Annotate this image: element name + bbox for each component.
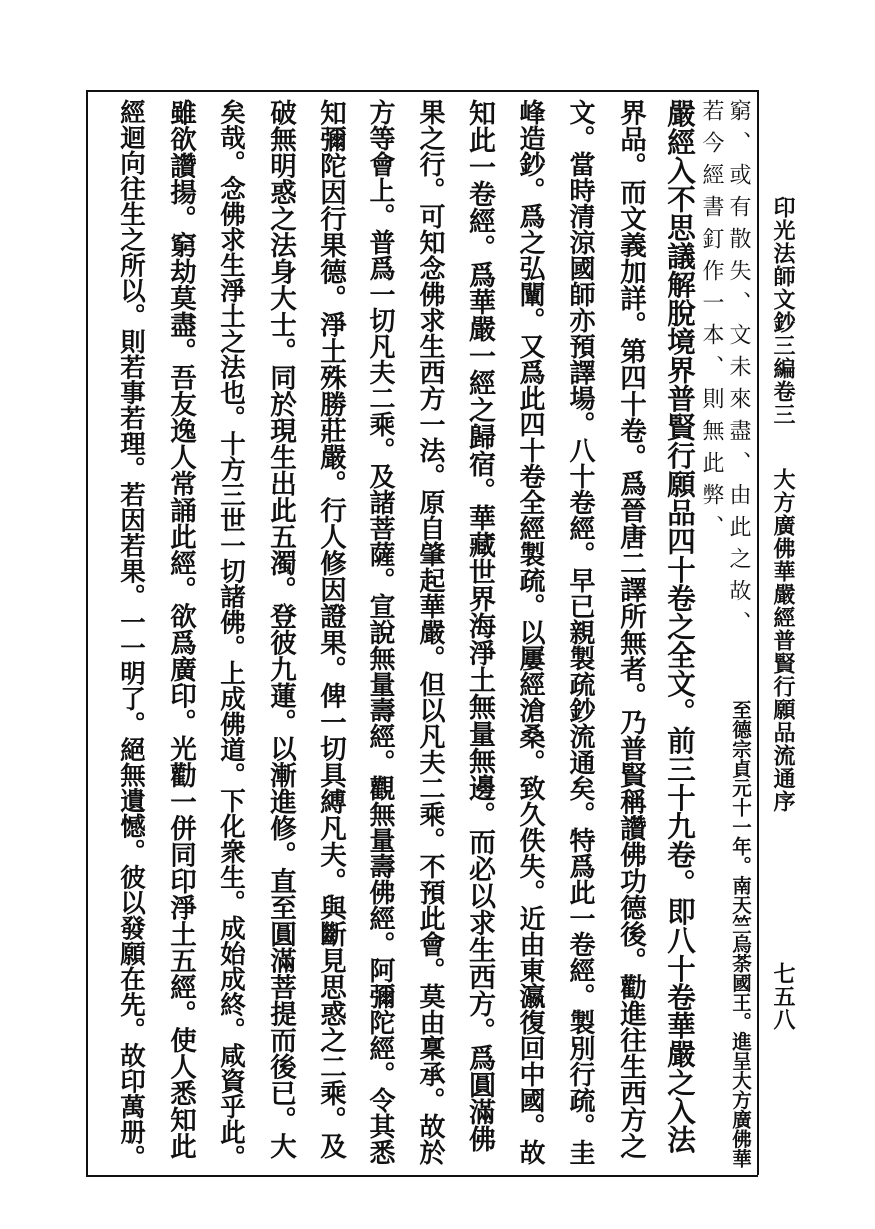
page-number: 七五八 <box>770 962 796 1031</box>
text-line-7: 方等會上。普爲一切凡夫二乘。及諸菩薩。宣說無量壽經。觀無量壽佛經。阿彌陀經。令其悉 <box>365 99 395 1165</box>
frame-right-rule <box>757 90 759 1175</box>
text-line-4: 峰造鈔。爲之弘闡。又爲此四十卷全經製疏。以屢經滄桑。致久佚失。近由東瀛復回中國。故 <box>515 99 545 1165</box>
text-line-5: 知此一卷經。爲華嚴一經之歸宿。華藏世界海淨土無量無邊。而必以求生西方。爲圓滿佛 <box>464 99 495 1152</box>
text-line-3: 文。當時清涼國師亦預譯場。八十卷經。早已親製疏鈔流通矣。特爲此一卷經。製別行疏。圭 <box>565 99 595 1165</box>
text-line-1: 嚴經入不思議解脫境界普賢行願品四十卷之全文。前三十九卷。即八十卷華嚴之入法 <box>663 99 697 1154</box>
text-line-8: 知彌陀因行果德。淨土殊勝莊嚴。行人修因證果。俾一切具縛凡夫。與斷見思惑之二乘。及 <box>315 99 346 1159</box>
text-line-9: 破無明惑之法身大士。同於現生出此五濁。登彼九蓮。以漸進修。直至圓滿菩提而後已。大 <box>265 99 296 1159</box>
text-line-6: 果之行。可知念佛求生西方一法。原自肇起華嚴。但以凡夫二乘。不預此會。莫由稟承。故於 <box>415 99 445 1165</box>
frame-bottom-rule <box>86 1175 758 1177</box>
text-line-lead: 至德宗貞元十一年。南天竺烏荼國王。進呈大方廣佛華 <box>729 700 752 1168</box>
text-line-2: 界品。而文義加詳。第四十卷。爲晉唐二譯所無者。乃普賢稱讚佛功德後。勸進往生西方之 <box>615 99 646 1159</box>
frame-left-rule <box>86 90 88 1175</box>
text-line-11: 雖欲讚揚。窮劫莫盡。吾友逸人常誦此經。欲爲廣印。光勸一併同印淨土五經。使人悉知此 <box>165 99 196 1159</box>
section-title: 大方廣佛華嚴經普賢行願品流通序 <box>770 468 796 813</box>
frame-top-rule <box>86 90 758 92</box>
text-line-12: 經迴向往生之所以。則若事若理。若因若果。一一明了。絕無遺憾。彼以發願在先。故印萬册。 <box>116 99 146 1170</box>
book-title: 印光法師文鈔三編卷三 <box>770 196 796 426</box>
inline-note-line-1: 窮、或有散失、文未來盡、由此之故、 <box>726 99 751 643</box>
text-line-10: 矣哉。念佛求生淨土之法也。十方三世一切諸佛。上成佛道。下化衆生。成始成終。咸資乎此。 <box>216 99 246 1170</box>
inline-note-line-2: 若今經書釘作一本、則無此弊、 <box>699 99 724 547</box>
